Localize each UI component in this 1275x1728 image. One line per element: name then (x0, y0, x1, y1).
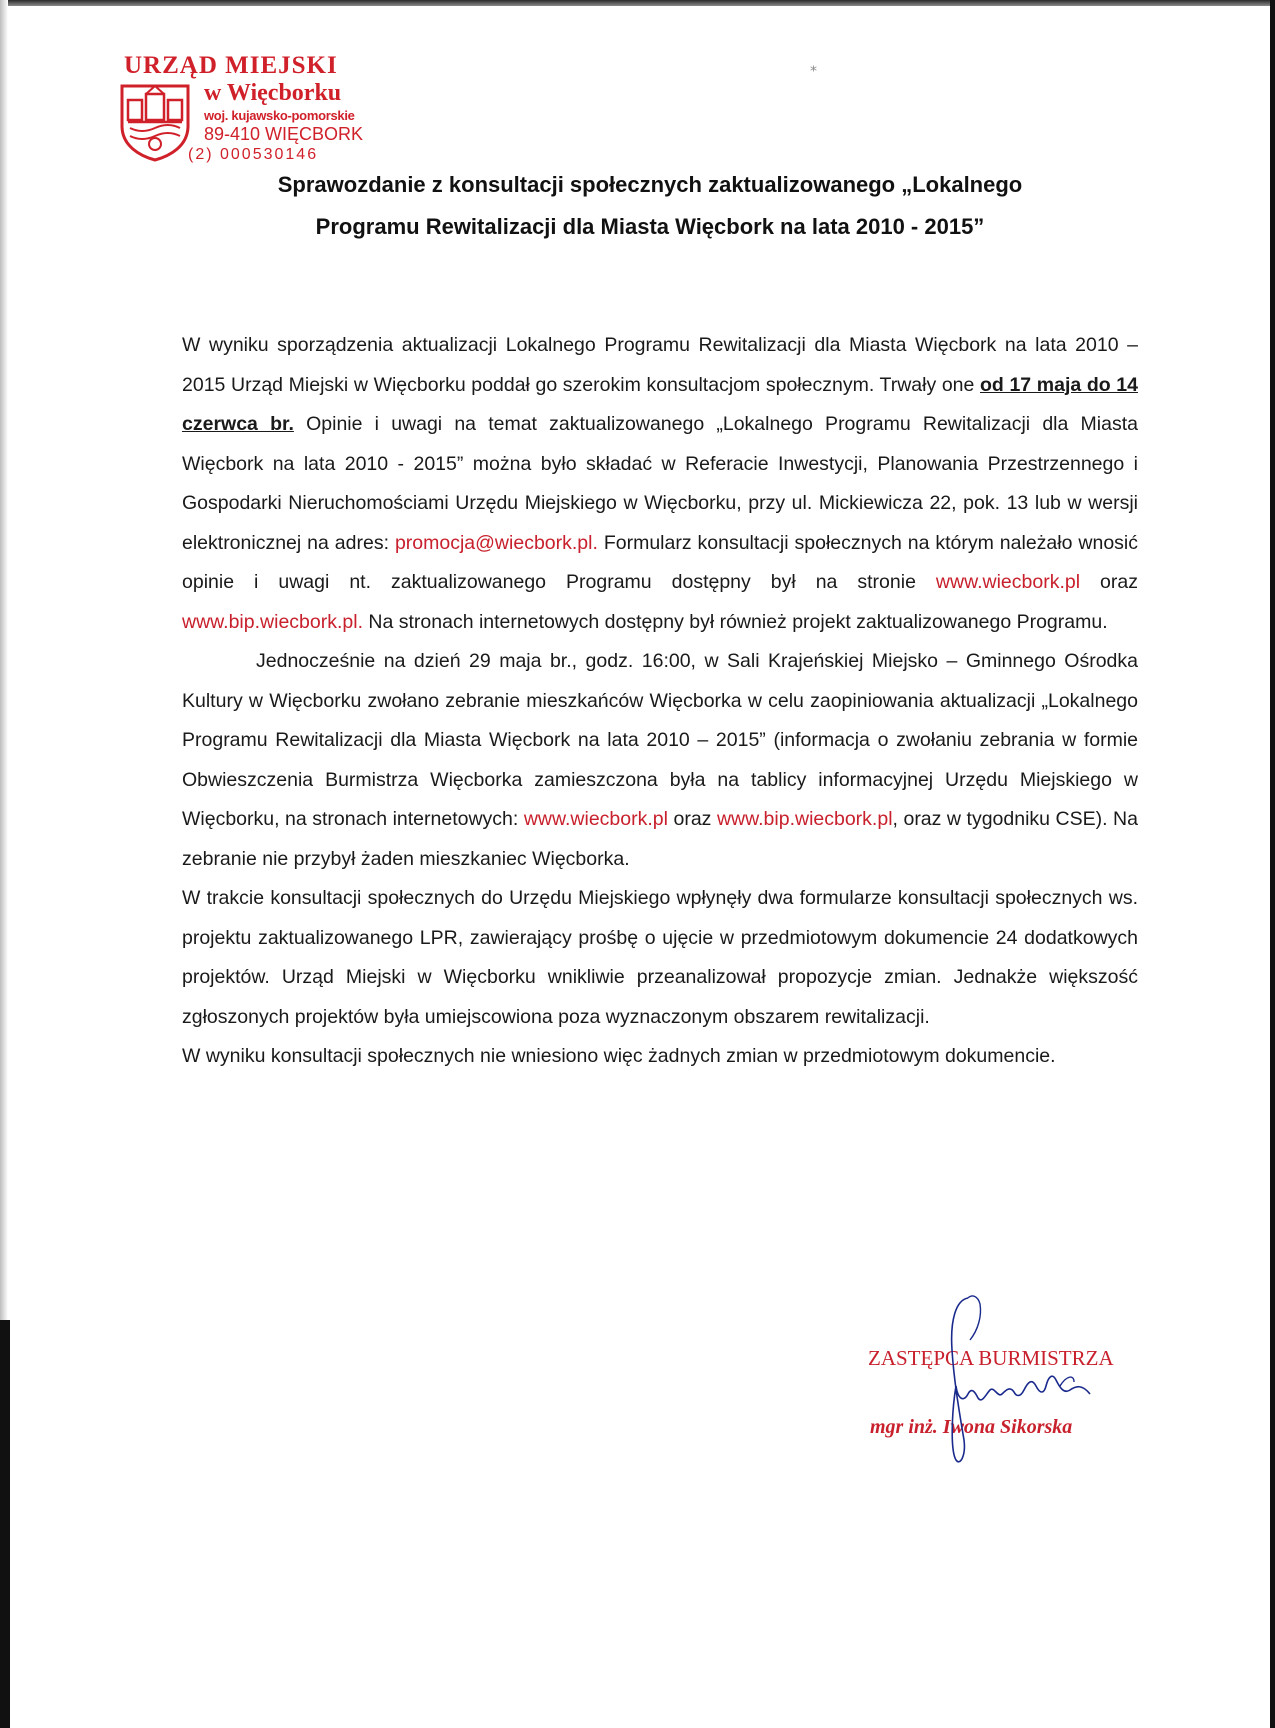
scan-speck-mark: ⁎ (810, 58, 817, 74)
stamp-title: URZĄD MIEJSKI (124, 52, 338, 79)
office-stamp (118, 52, 398, 172)
coat-of-arms-icon (118, 82, 192, 162)
stamp-region: woj. kujawsko-pomorskie (204, 108, 355, 123)
stamp-id-number: (2) 000530146 (188, 146, 319, 163)
paragraph-meeting (182, 642, 1138, 879)
scan-edge-top (0, 0, 1275, 6)
bip-website-link[interactable]: www.bip.wiecbork.pl (716, 808, 893, 830)
website-link[interactable]: www.wiecbork.pl (935, 571, 1081, 593)
email-link[interactable]: promocja@wiecbork.pl. (394, 531, 598, 554)
scan-edge-left-shadow (0, 1320, 10, 1728)
paragraph-text: , oraz w tygodniku CSE). Na zebranie nie przybył żaden mieszkaniec Więcborka. (182, 808, 1138, 870)
paragraph-text: Formularz konsultacji społecznych na którym należało wnosić opinie i uwagi nt. zaktualizowanego Programu dostępny był na stronie (182, 531, 1138, 593)
paragraph-text: oraz (1080, 571, 1138, 593)
paragraph-text: Opinie i uwagi na temat zaktualizowanego „Lokalnego Programu Rewitalizacji dla Miasta Więcbork na lata 2010 - 2015” można było składać w Referacie Inwestycji, Planowania Przestrzennego i Gospodarki Nieruchomościami Urzędu Miejskiego w Więcborku, przy ul. Mickiewicza 22, pok. 13 lub w wersji elektronicznej na adres: (182, 413, 1138, 554)
bip-website-link[interactable]: www.bip.wiecbork.pl. (182, 610, 363, 633)
handwritten-signature (860, 1290, 1160, 1470)
paragraph-text: oraz (667, 808, 717, 830)
document-title (150, 164, 1150, 248)
document-body (182, 326, 1138, 1077)
consultation-dates: od 17 maja do 14 czerwca br. (182, 373, 1138, 435)
signatory-name: mgr inż. Iwona Sikorska (870, 1416, 1073, 1438)
title-line-1: Sprawozdanie z konsultacji społecznych zaktualizowanego „Lokalnego (277, 172, 1023, 197)
title-line-2: Programu Rewitalizacji dla Miasta Więcbork na lata 2010 - 2015” (315, 214, 985, 239)
signatory-title: ZASTĘPCA BURMISTRZA (868, 1346, 1114, 1370)
stamp-city: w Więcborku (204, 80, 342, 106)
signature-block (860, 1290, 1160, 1470)
paragraph-text: W wyniku sporządzenia aktualizacji Lokalnego Programu Rewitalizacji dla Miasta Więcbork na lata 2010 – 2015 Urząd Miejski w Więcborku poddał go szerokim konsultacjom społecznym. Trwały one (182, 334, 1138, 396)
stamp-postal-code: 89-410 WIĘCBORK (204, 124, 364, 144)
paragraph-submissions: W trakcie konsultacji społecznych do Urzędu Miejskiego wpłynęły dwa formularze konsultacji społecznych ws. projektu zaktualizowanego LPR, zawierający prośbę o ujęcie w przedmiotowym dokumencie 24 dodatkowych projektów. Urząd Miejski w Więcborku wnikliwie przeanalizował propozycje zmian. Jednakże większość zgłoszonych projektów była umiejscowiona poza wyznaczonym obszarem rewitalizacji. (182, 887, 1138, 1028)
paragraph-conclusion: W wyniku konsultacji społecznych nie wniesiono więc żadnych zmian w przedmiotowym dokumencie. (182, 1045, 1056, 1067)
paragraph-text: Na stronach internetowych dostępny był również projekt zaktualizowanego Programu. (362, 610, 1108, 633)
website-link[interactable]: www.wiecbork.pl (523, 808, 668, 830)
paragraph-text: Jednocześnie na dzień 29 maja br., godz. 16:00, w Sali Krajeńskiej Miejsko – Gminnego Ośrodka Kultury w Więcborku zwołano zebranie mieszkańców Więcborka w celu zaopiniowania aktualizacji „Lokalnego Programu Rewitalizacji dla Miasta Więcbork na lata 2010 – 2015” (informacja o zwołaniu zebrania w formie Obwieszczenia Burmistrza Więcborka zamieszczona była na tablicy informacyjnej Urzędu Miejskiego w Więcborku, na stronach internetowych: (182, 650, 1138, 830)
paragraph-consultation-period (182, 326, 1138, 642)
scan-edge-right (1270, 0, 1275, 1728)
